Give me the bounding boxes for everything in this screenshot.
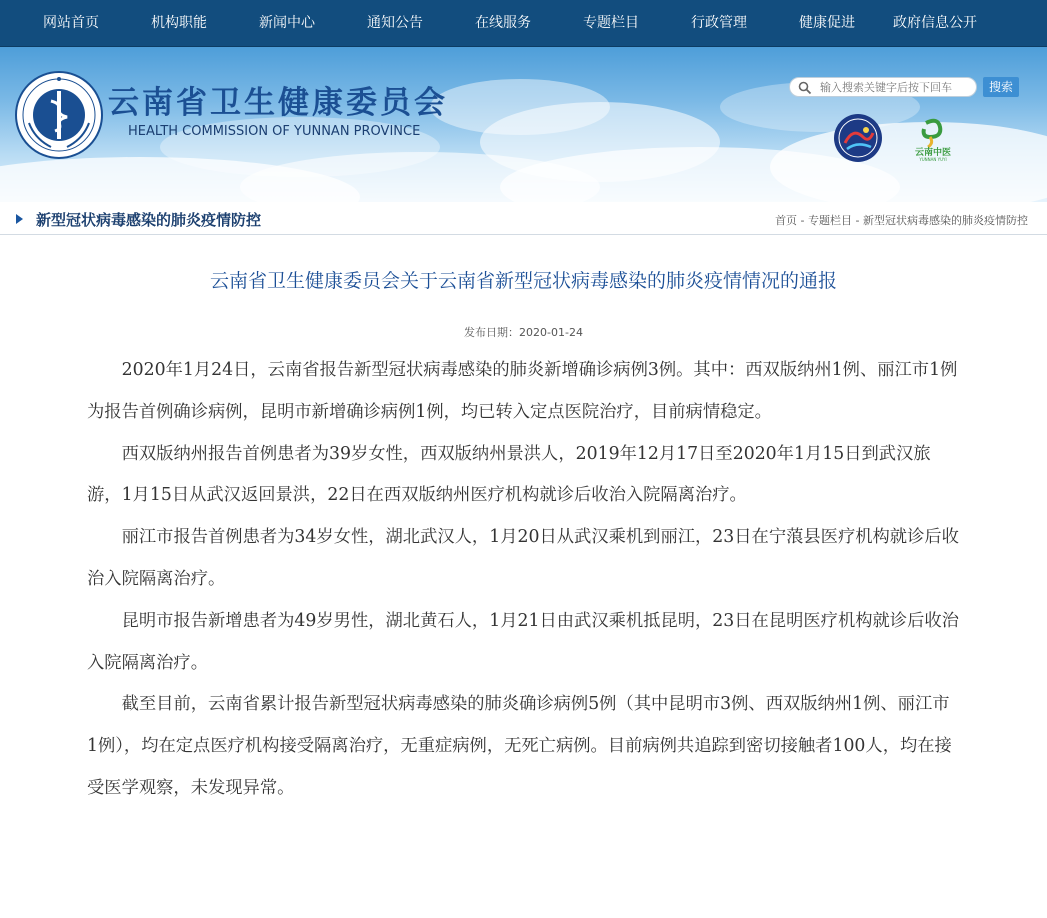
nav-item-functions[interactable]: 机构职能 [151, 15, 207, 31]
search-input[interactable] [820, 79, 970, 95]
search-icon[interactable] [798, 81, 812, 95]
article-paragraph: 丽江市报告首例患者为34岁女性，湖北武汉人，1月20日从武汉乘机到丽江，23日在宁蒗县医疗机构就诊后收治入院隔离治疗。 [87, 527, 959, 589]
nav-item-health-promotion[interactable]: 健康促进 [799, 15, 855, 31]
article-paragraph: 西双版纳州报告首例患者为39岁女性，西双版纳州景洪人，2019年12月17日至2020年1月15日到武汉旅游，1月15日从武汉返回景洪，22日在西双版纳州医疗机构就诊后收治入院隔离治疗。 [87, 443, 931, 506]
site-title: 云南省卫生健康委员会 [108, 85, 448, 121]
section-arrow-icon [16, 214, 23, 224]
article-paragraph: 2020年1月24日，云南省报告新型冠状病毒感染的肺炎新增确诊病例3例。其中：西双版纳州1例、丽江市1例为报告首例确诊病例，昆明市新增确诊病例1例，均已转入定点医院治疗，目前病情稳定。 [87, 360, 958, 422]
yunnan-tcm-logo-subtext: YUNNAN YUYI [919, 157, 947, 162]
article-paragraph: 昆明市报告新增患者为49岁男性，湖北黄石人，1月21日由武汉乘机抵昆明，23日在昆明医疗机构就诊后收治入院隔离治疗。 [87, 610, 959, 673]
nav-item-home[interactable]: 网站首页 [43, 15, 99, 31]
search-button[interactable]: 搜索 [983, 77, 1019, 97]
breadcrumb [775, 212, 1028, 228]
breadcrumb-current[interactable]: 新型冠状病毒感染的肺炎疫情防控 [863, 214, 1028, 227]
article-paragraph: 截至目前，云南省累计报告新型冠状病毒感染的肺炎确诊病例5例（其中昆明市3例、西双版纳州1例、丽江市1例），均在定点医疗机构接受隔离治疗，无重症病例，无死亡病例。目前病例共追踪到密切接触者100人，均在接受医学观察，未发现异常。 [87, 694, 952, 798]
nav-item-gov-info[interactable]: 政府信息公开 [893, 15, 977, 31]
nav-item-news[interactable]: 新闻中心 [259, 15, 315, 31]
breadcrumb-home[interactable]: 首页 [775, 214, 798, 227]
top-nav [0, 0, 1047, 47]
nav-item-online-service[interactable]: 在线服务 [475, 15, 531, 31]
section-bar [0, 202, 1047, 235]
yunnan-tcm-logo-text: 云南中医 [914, 148, 952, 158]
article-title: 云南省卫生健康委员会关于云南省新型冠状病毒感染的肺炎疫情情况的通报 [209, 270, 837, 292]
yunnan-tcm-logo-icon[interactable] [908, 113, 958, 163]
nav-item-administration[interactable]: 行政管理 [691, 15, 747, 31]
nav-item-topics[interactable]: 专题栏目 [583, 15, 639, 31]
breadcrumb-separator: - [852, 214, 863, 227]
health-commission-emblem-icon [15, 71, 103, 159]
publish-date-value: 2020-01-24 [519, 326, 583, 339]
nav-item-notices[interactable]: 通知公告 [367, 15, 423, 31]
breadcrumb-separator: - [797, 214, 809, 227]
article-body [87, 350, 959, 810]
search-box [789, 77, 977, 97]
section-title: 新型冠状病毒感染的肺炎疫情防控 [36, 211, 262, 229]
header-banner [0, 47, 1047, 202]
publish-date [0, 324, 1047, 340]
publish-date-label: 发布日期： [464, 326, 520, 339]
breadcrumb-topics[interactable]: 专题栏目 [808, 214, 853, 227]
health-badge-icon[interactable] [833, 113, 883, 163]
site-subtitle: HEALTH COMMISSION OF YUNNAN PROVINCE [128, 124, 421, 139]
